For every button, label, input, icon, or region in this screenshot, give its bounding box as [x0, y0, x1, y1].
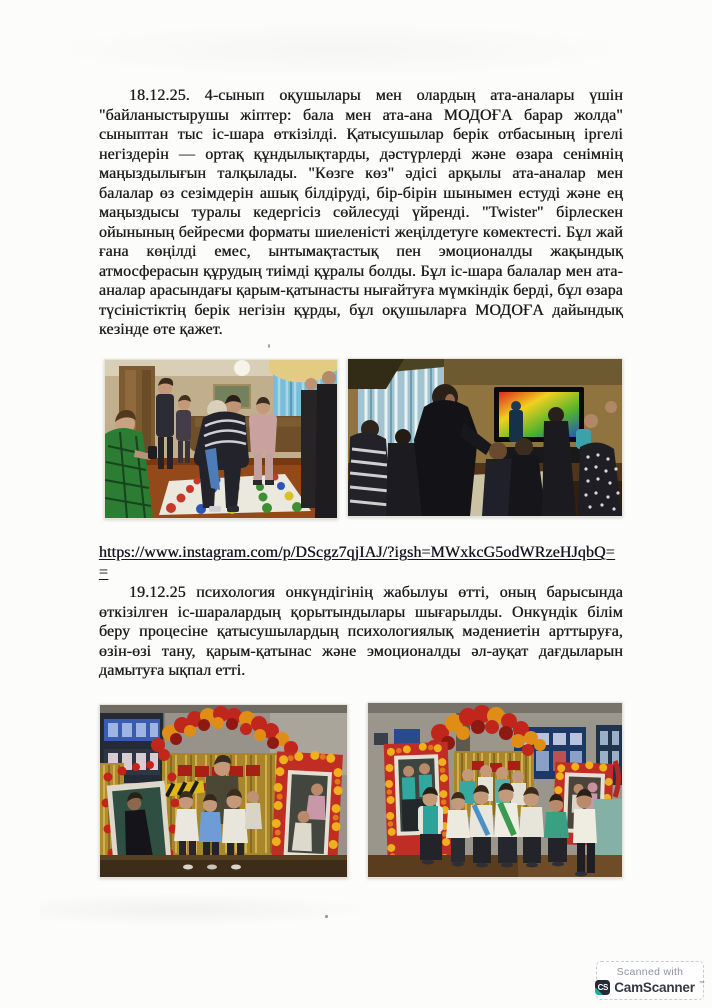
- trademark-symbol: ™: [698, 980, 705, 987]
- photo-tv-presentation-room-image: [348, 359, 622, 516]
- scan-artifact: [325, 915, 328, 918]
- photo-twister-living-room: [104, 359, 338, 519]
- scan-artifact: [30, 20, 650, 80]
- camscanner-badge[interactable]: [596, 961, 704, 1000]
- photo-children-group-image: [368, 703, 622, 877]
- event-report-paragraph-2: 19.12.25 психология онкүндігінің жабылуы өтті, оның барысында өткізілген іс-шаралардың қорытындылары шығарылды. Онкүндік білім беру процесіне қатысушылардың психологиялық мәдениетін арттыруға, өзін-өзі тану, қарым-қатынас және эмоционалды әл-ауқат дағдыларын дамытуға ықпал етті.: [99, 584, 623, 679]
- scanned-with-label: Scanned with: [616, 966, 684, 978]
- event-report-paragraph-1: 18.12.25. 4-сынып оқушылары мен олардың ата-аналары үшін "байланыстырушы жіптер: бала мен ата-ана МОДОҒА барар жолда" сыныптан тыс іс-шара өткізілді. Қатысушылар берік отбасының іргелі негіздерін — ортақ құндылықтарды, дәстүрлерді және өзара сенімнің маңыздылығын талқылады. "Көзге көз" әдісі арқылы ата-аналар мен балалар өз сезімдерін ашық білдіруді, бір-бірін шынымен естуді және ең маңыздысы туралы кедергісіз сөйлесуді үйренді. "Twister" бірлескен ойынының бейресми форматы шиеленісті жеңілдетуге көмектесті. Бұл жай ғана көңілді емес, ынтымақтастық пен эмоционалды жақындық атмосферасын құрудың тиімді құралы болды. Бұл іс-шара балалар мен ата-аналар арасындағы қарым-қатынасты нығайтуға мүмкіндік берді, бұл өзара түсіністіктің берік негізін құрды, бұл оқушыларға МОДОҒА дайындық кезінде өте қажет.: [99, 87, 623, 338]
- photo-children-group: [367, 702, 623, 878]
- photo-tv-presentation-room: [347, 358, 623, 517]
- camscanner-brand-row: [595, 980, 705, 995]
- camscanner-brand-name: CamScanner: [614, 980, 695, 995]
- instagram-link[interactable]: https://www.instagram.com/p/DScgz7qjIAJ/?igsh=MWxkcG5odWRzeHJqbQ==: [99, 544, 615, 581]
- link-and-second-paragraph: [99, 543, 623, 681]
- scan-artifact: [268, 344, 270, 348]
- camscanner-logo-icon: CS: [595, 980, 610, 995]
- photo-balloon-arch-frames: [99, 704, 348, 878]
- scan-artifact: [40, 893, 380, 927]
- photo-balloon-arch-frames-image: [100, 705, 347, 877]
- photo-twister-living-room-image: [105, 360, 337, 518]
